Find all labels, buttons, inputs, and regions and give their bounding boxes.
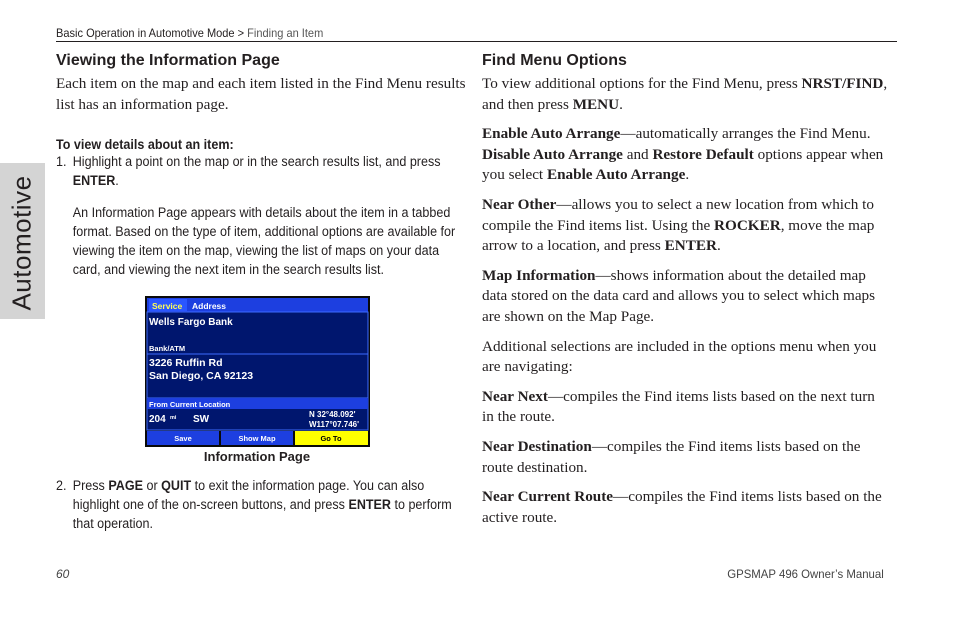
and-text: and bbox=[622, 145, 653, 163]
step-1-text: Highlight a point on the map or in the search results list, and press bbox=[72, 154, 441, 170]
option-near-current-route bbox=[482, 487, 890, 528]
tab-address[interactable]: Address bbox=[192, 301, 227, 311]
breadcrumb-separator: > bbox=[234, 26, 248, 40]
near-other-term: Near Other bbox=[482, 195, 557, 213]
near-destination-desc: —compiles the Find items lists based on the route destination. bbox=[482, 437, 861, 476]
near-current-route-term: Near Current Route bbox=[482, 488, 614, 506]
section-heading-information-page: Viewing the Information Page bbox=[56, 52, 280, 69]
near-other-desc-b: , move the map arrow to a location, and press bbox=[482, 216, 875, 255]
enable-auto-arrange-desc2: options appear when you select bbox=[482, 145, 884, 184]
enable-auto-arrange-term: Enable Auto Arrange bbox=[482, 125, 621, 143]
tab-service[interactable]: Service bbox=[152, 301, 183, 311]
breadcrumb-section: Basic Operation in Automotive Mode bbox=[56, 26, 235, 40]
step-2-text-b: to exit the information page. You can also highlight one of the on-screen buttons, and press bbox=[72, 478, 425, 512]
enable-auto-arrange-term2: Enable Auto Arrange bbox=[546, 166, 686, 184]
step-1-key: ENTER bbox=[72, 173, 116, 189]
step-1-number: 1. bbox=[56, 154, 67, 170]
section-heading-find-menu-options: Find Menu Options bbox=[482, 52, 627, 69]
nrst-find-key: NRST/FIND bbox=[801, 75, 884, 92]
period: . bbox=[685, 166, 690, 184]
show-map-button[interactable]: Show Map bbox=[238, 434, 276, 443]
enter-key-right: ENTER bbox=[664, 237, 717, 255]
breadcrumb bbox=[56, 26, 323, 40]
additional-selections: Additional selections are included in the options menu when you are navigating: bbox=[482, 337, 877, 376]
option-near-next bbox=[482, 387, 890, 428]
option-map-information bbox=[482, 266, 890, 328]
period: . bbox=[716, 237, 721, 255]
header-rule bbox=[56, 41, 897, 42]
enter-key: ENTER bbox=[348, 497, 392, 512]
find-menu-intro bbox=[482, 74, 890, 115]
figure-caption: Information Page bbox=[203, 449, 311, 464]
step-2-number: 2. bbox=[56, 478, 67, 493]
intro-text-c: . bbox=[619, 95, 623, 113]
poi-city: San Diego, CA 92123 bbox=[149, 370, 254, 382]
quit-key: QUIT bbox=[161, 478, 192, 493]
information-page-intro: Each item on the map and each item listed in the Find Menu results list has an information page. bbox=[56, 75, 466, 113]
latitude: N 32°48.092' bbox=[309, 410, 356, 419]
step-2-text-a: Press bbox=[72, 478, 109, 493]
near-destination-term: Near Destination bbox=[482, 437, 592, 455]
from-current-location-label: From Current Location bbox=[149, 400, 231, 409]
step-1-period: . bbox=[115, 173, 119, 189]
longitude: W117°07.746' bbox=[309, 420, 360, 429]
intro-text-a: To view additional options for the Find Menu, press bbox=[482, 75, 802, 92]
map-information-desc: —shows information about the detailed map data stored on the data card and allows you to select which maps are shown on the Map Page. bbox=[482, 266, 876, 325]
restore-default-term: Restore Default bbox=[652, 145, 754, 163]
enable-auto-arrange-desc: —automatically arranges the Find Menu. bbox=[620, 125, 871, 143]
near-current-route-desc: —compiles the Find items lists based on the active route. bbox=[482, 488, 882, 526]
poi-name: Wells Fargo Bank bbox=[149, 317, 233, 328]
near-other-desc-a: —allows you to select a new location from which to compile the Find items list. Using the bbox=[482, 195, 874, 234]
step-2 bbox=[56, 476, 456, 533]
step-1-detail: An Information Page appears with details about the item in a tabbed format. Based on the type of item, additional options are available for viewing the item on the map, viewing the list of maps on your data card, and viewing the next item in the search results list. bbox=[72, 205, 456, 278]
near-next-desc: —compiles the Find items lists based on the next turn in the route. bbox=[482, 387, 875, 426]
step-2-text-c: to perform that operation. bbox=[72, 497, 452, 531]
poi-street: 3226 Ruffin Rd bbox=[149, 357, 223, 369]
page-number: 60 bbox=[56, 567, 70, 581]
intro-text-b: , and then press bbox=[482, 75, 888, 113]
procedure-title: To view details about an item: bbox=[56, 137, 234, 153]
disable-auto-arrange-term: Disable Auto Arrange bbox=[482, 145, 623, 163]
left-column bbox=[56, 52, 466, 531]
option-near-destination bbox=[482, 437, 890, 478]
step-2-text-or: or bbox=[142, 478, 162, 493]
breadcrumb-current: Finding an Item bbox=[247, 26, 324, 40]
rocker-key: ROCKER bbox=[714, 216, 781, 234]
direction-value: SW bbox=[193, 414, 210, 425]
go-to-button[interactable]: Go To bbox=[320, 434, 342, 443]
option-enable-auto-arrange bbox=[482, 124, 890, 186]
save-button[interactable]: Save bbox=[174, 434, 192, 443]
page-key: PAGE bbox=[108, 478, 143, 493]
side-tab bbox=[0, 163, 45, 319]
poi-category: Bank/ATM bbox=[149, 344, 186, 353]
manual-title: GPSMAP 496 Owner’s Manual bbox=[727, 567, 884, 581]
information-page-screenshot bbox=[145, 296, 370, 447]
menu-key: MENU bbox=[572, 95, 620, 113]
option-near-other bbox=[482, 195, 890, 257]
distance-unit: mi bbox=[170, 415, 177, 421]
near-next-term: Near Next bbox=[482, 387, 548, 405]
side-tab-label: Automotive bbox=[6, 175, 37, 311]
distance-value: 204 bbox=[149, 414, 166, 425]
right-column bbox=[482, 52, 902, 537]
step-1 bbox=[56, 152, 456, 190]
map-information-term: Map Information bbox=[482, 266, 596, 284]
